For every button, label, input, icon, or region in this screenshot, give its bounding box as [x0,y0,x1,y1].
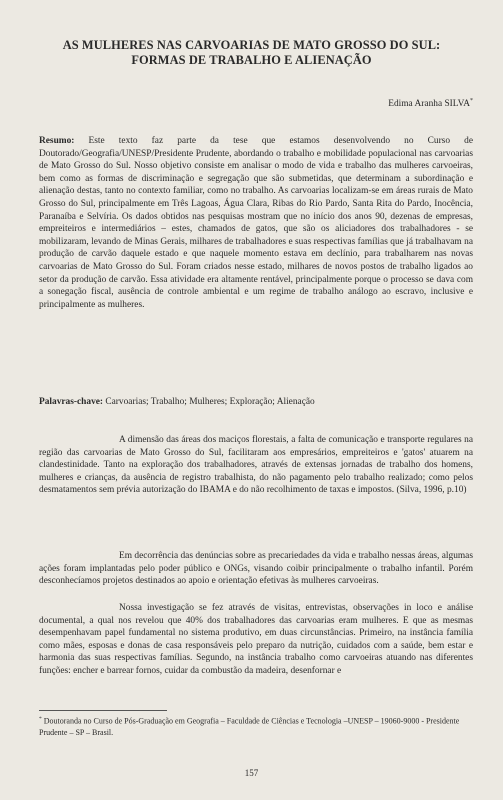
footnote [39,714,473,738]
abstract-text: Este texto faz parte da tese que estamos desenvolvendo no Curso de Doutorado/Geografia/UNESP/Presidente Prudente, abordando o trabalho e mobilidade populacional nas carvoarias de Mato Grosso do Sul. Nosso objetivo consiste em analisar o modo de vida e trabalho das mulheres carvoeiras, bem como as formas de discriminação e segregação que são submetidas, que determinam a subordinação e alienação destas, tanto no contexto familiar, como no trabalho. As carvoarias localizam-se em áreas rurais de Mato Grosso do Sul, principalmente em Três Lagoas, Água Clara, Ribas do Rio Pardo, Santa Rita do Pardo, Inocência, Paranaíba e Selvíria. Os dados obtidos nas pesquisas mostram que no início dos anos 90, dezenas de empresas, empreiteiros e intermediários – estes, chamados de gatos, que são os aliciadores dos trabalhadores - se mobilizaram, levando de Minas Gerais, milhares de trabalhadores e suas respectivas famílias que já trabalhavam na produção de carvão daquele estado e que naquele momento estava em declínio, para trabalharem nas novas carvoarias de Mato Grosso do Sul. Foram criados nesse estado, milhares de novos postos de trabalho ligados ao setor da produção de carvão. Essa atividade era altamente rentável, principalmente porque o processo se dava com a sonegação fiscal, ausência de controle ambiental e um regime de trabalho análogo ao escravo, inclusive e principalmente as mulheres. [39,136,473,310]
page-number: 157 [244,768,259,778]
keywords [39,396,473,409]
footnote-marker: * [39,716,42,722]
author-footnote-marker: * [470,98,473,104]
body-paragraph: Em decorrência das denúncias sobre as precariedades da vida e trabalho nessas áreas, algumas ações foram implantadas pelo poder público e ONGs, visando coibir principalmente o trabalho infantil. Porém desconhecíamos projetos destinados ao apoio e orientação efetivas às mulheres carvoeiras. [39,551,473,587]
keywords-text: Carvoarias; Trabalho; Mulheres; Exploração; Alienação [105,397,315,407]
author-name-text: Edima Aranha SILVA [388,99,470,110]
author-name [388,98,473,109]
body-paragraph: Nossa investigação se fez através de visitas, entrevistas, observações in loco e análise documental, a qual nos revelou que 40% dos trabalhadores das carvoarias eram mulheres. E que as mesmas desempenhavam papel fundamental no sistema produtivo, em duas circunstâncias. Primeiro, na instância família como mães, esposas e donas de casa responsáveis pelo preparo da nutrição, cuidados com a saúde, bem estar e harmonia das suas respectivas famílias. Segundo, na instância trabalho como carvoeiras atuando nas diferentes funções: encher e barrear fornos, cuidar da combustão da madeira, desenfornar e [39,603,473,676]
title-line-1: AS MULHERES NAS CARVOARIAS DE MATO GROSSO DO SUL: [62,38,441,52]
title-line-2: FORMAS DE TRABALHO E ALIENAÇÃO [131,53,372,67]
footnote-divider [39,710,167,711]
body-paragraph: A dimensão das áreas dos maciços florestais, a falta de comunicação e transporte regulares na região das carvoarias de Mato Grosso do Sul, facilitaram aos empresários, empreiteiros e 'gatos' atuarem na clandestinidade. Tanto na exploração dos trabalhadores, através de extensas jornadas de trabalho dos homens, mulheres e crianças, da ausência de registro trabalhista, do não pagamento pelo trabalho realizado; como pelos desmatamentos sem prévia autorização do IBAMA e do não recolhimento de taxas e impostos. (Silva, 1996, p.10) [39,435,473,496]
abstract-label: Resumo: [39,136,75,146]
abstract [39,135,473,311]
keywords-label: Palavras-chave: [39,397,104,407]
paper-title [0,38,503,68]
footnote-text: Doutoranda no Curso de Pós-Graduação em Geografia – Faculdade de Ciências e Tecnologia –UNESP – 19060-9000 - Presidente Prudente – SP – Brasil. [39,716,460,737]
